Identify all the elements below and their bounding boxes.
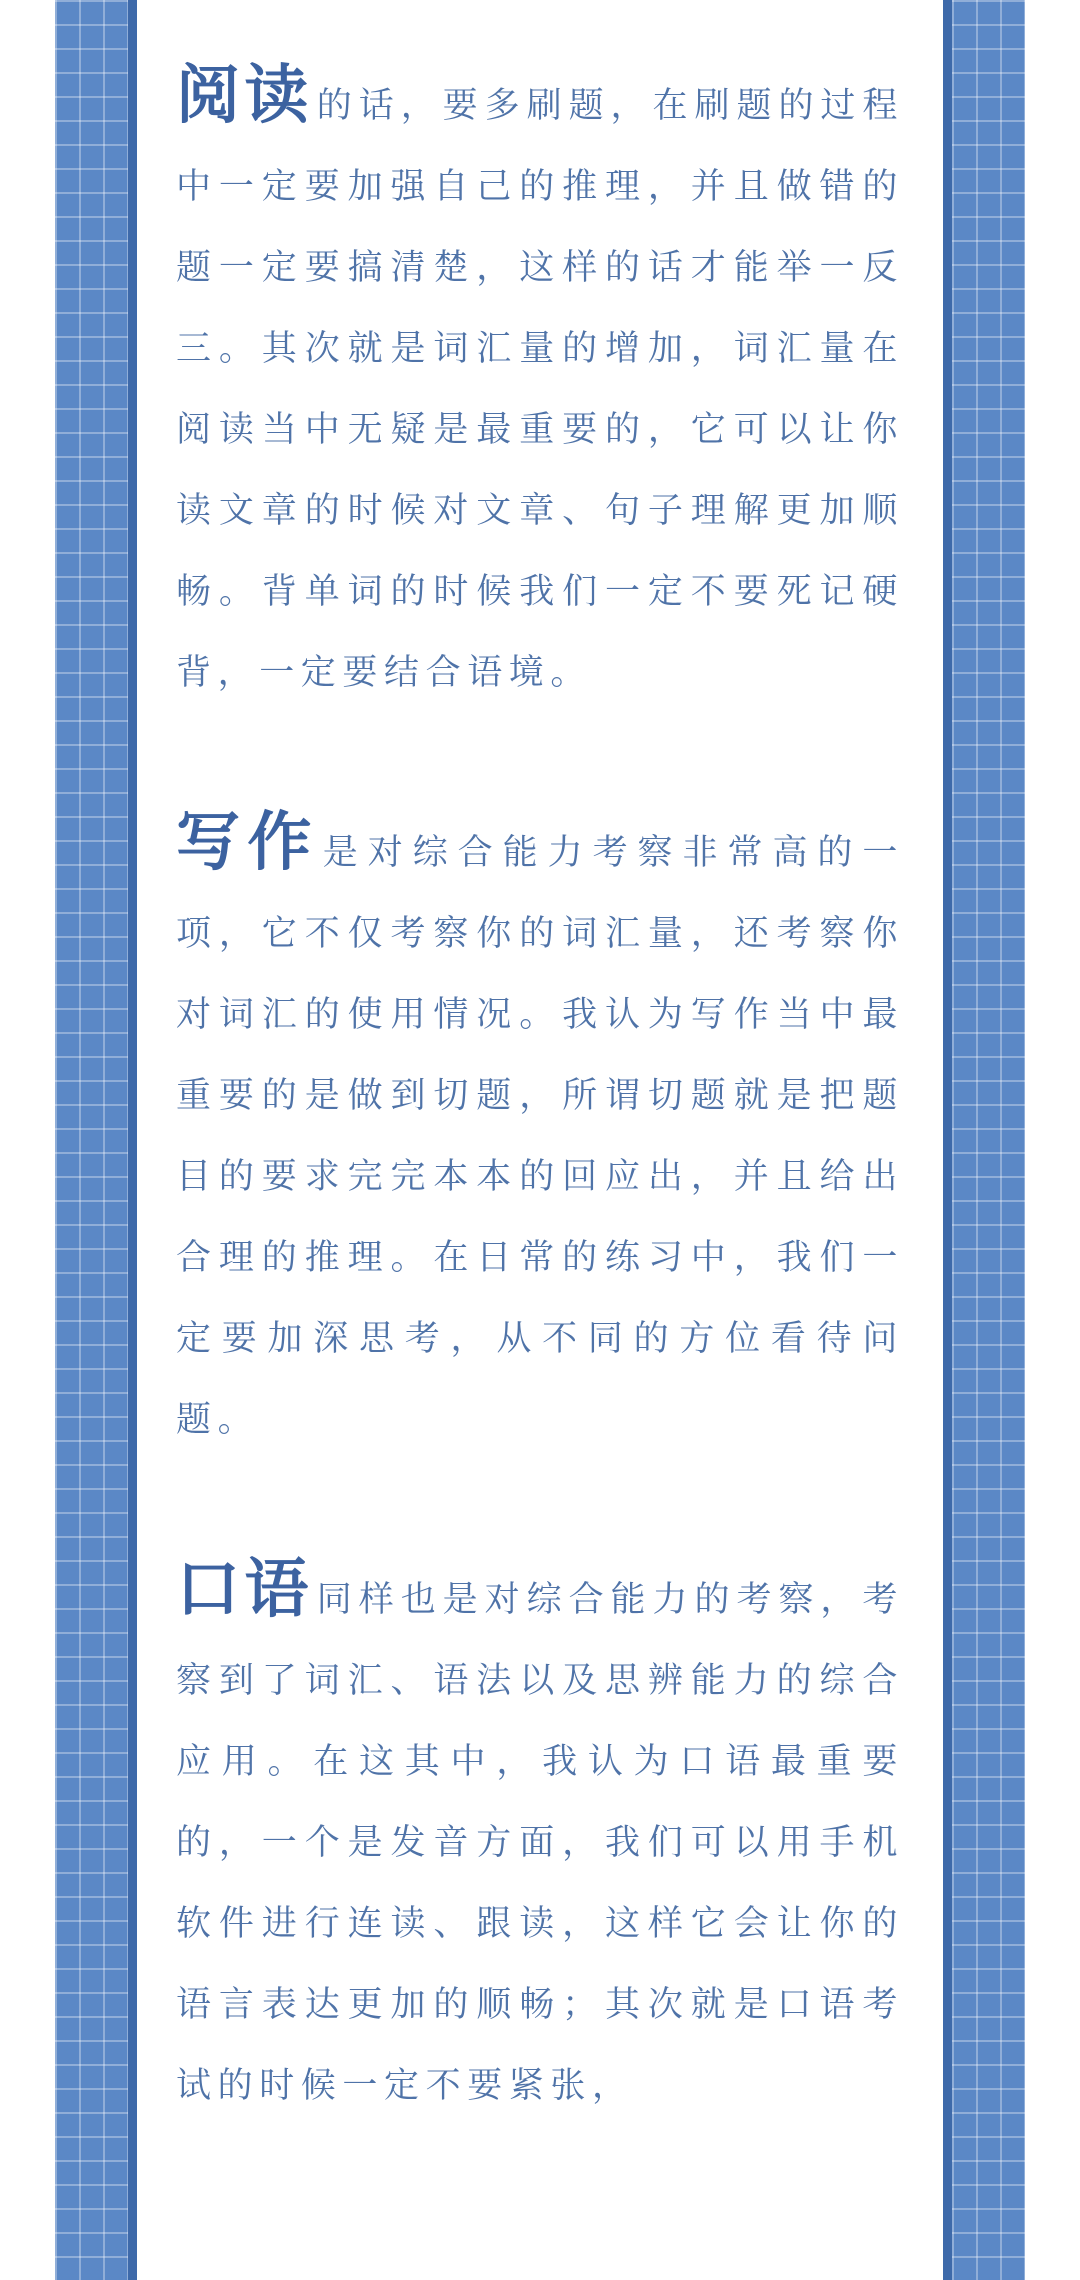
speaking-paragraph [176, 1550, 904, 2127]
reading-heading: 阅读 [176, 59, 313, 133]
speaking-text: 同样也是对综合能力的考察，考察到了词汇、语法以及思辨能力的综合应用。在这其中，我认为口语最重要的，一个是发音方面，我们可以用手机软件进行连读、跟读，这样它会让你的语言表达更加的顺畅；其次就是口语考试的时候一定不要紧张， [176, 1580, 904, 2106]
writing-heading: 写作 [176, 806, 319, 880]
speaking-heading: 口语 [176, 1553, 313, 1627]
writing-text: 是对综合能力考察非常高的一项，它不仅考察你的词汇量，还考察你对词汇的使用情况。我认为写作当中最重要的是做到切题，所谓切题就是把题目的要求完完本本的回应出，并且给出合理的推理。在日常的练习中，我们一定要加深思考，从不同的方位看待问题。 [176, 833, 904, 1440]
right-border-line [943, 0, 952, 2280]
writing-paragraph [176, 803, 904, 1461]
reading-text: 的话，要多刷题，在刷题的过程中一定要加强自己的推理，并且做错的题一定要搞清楚，这样的话才能举一反三。其次就是词汇量的增加，词汇量在阅读当中无疑是最重要的，它可以让你读文章的时候对文章、句子理解更加顺畅。背单词的时候我们一定不要死记硬背，一定要结合语境。 [176, 86, 904, 693]
reading-paragraph [176, 56, 904, 714]
left-border-line [128, 0, 137, 2280]
left-grid-border [55, 0, 128, 2280]
article-body [176, 56, 904, 2127]
right-grid-border [952, 0, 1025, 2280]
